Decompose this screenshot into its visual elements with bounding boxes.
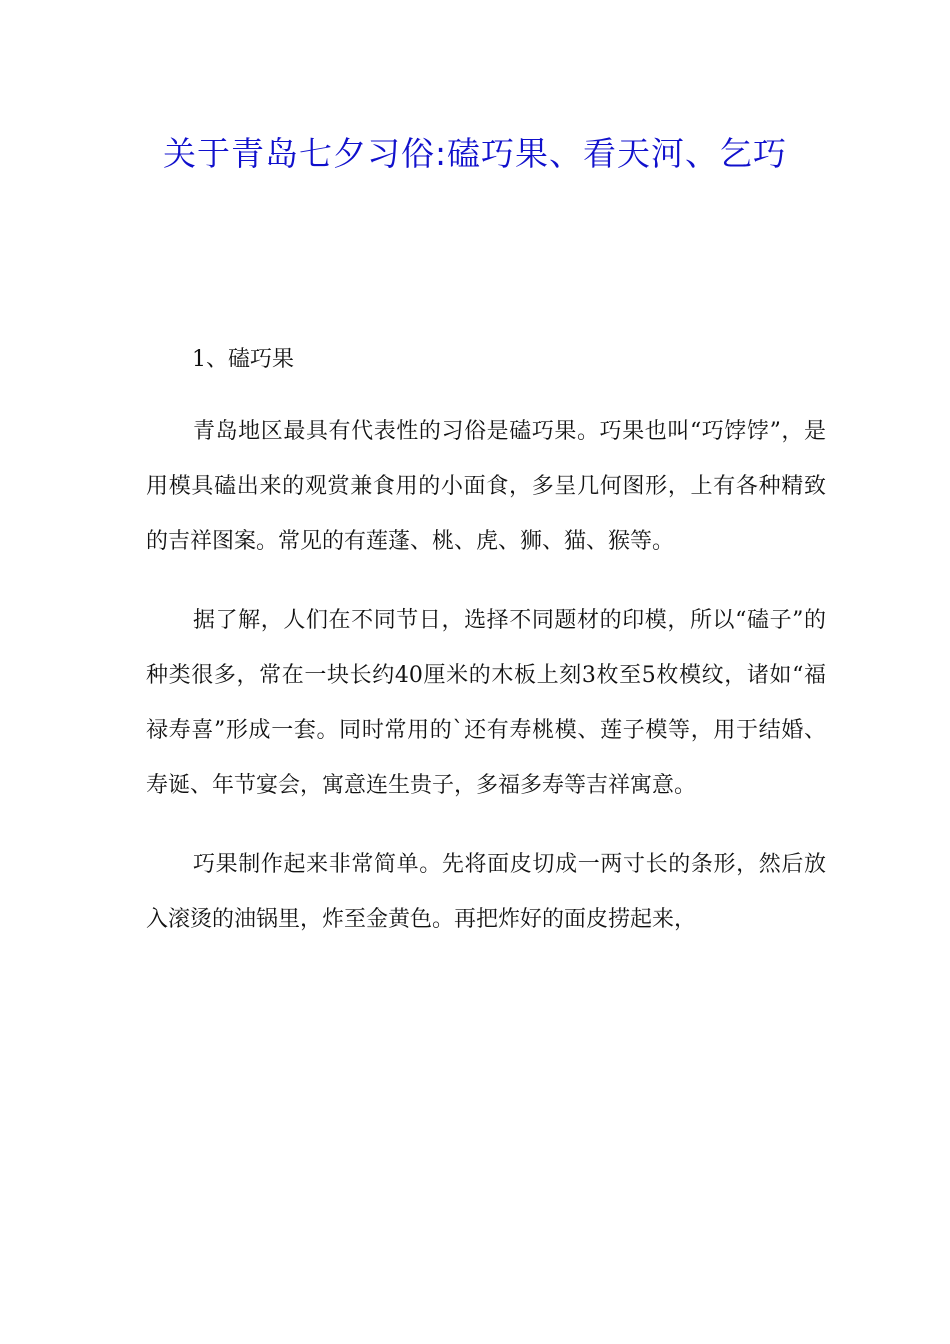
paragraph-3: 巧果制作起来非常简单。先将面皮切成一两寸长的条形，然后放入滚烫的油锅里，炸至金黄色。再把炸好的面皮捞起来，	[146, 852, 826, 932]
document-body	[146, 338, 826, 947]
section-heading: 1、磕巧果	[192, 347, 294, 372]
paragraph-1: 青岛地区最具有代表性的习俗是磕巧果。巧果也叫“巧饽饽”，是用模具磕出来的观赏兼食用的小面食，多呈几何图形，上有各种精致的吉祥图案。常见的有莲蓬、桃、虎、狮、猫、猴等。	[146, 419, 826, 554]
paragraph-2: 据了解，人们在不同节日，选择不同题材的印模，所以“磕子”的种类很多，常在一块长约40厘米的木板上刻3枚至5枚模纹，诸如“福禄寿喜”形成一套。同时常用的`还有寿桃模、莲子模等，用于结婚、寿诞、年节宴会，寓意连生贵子，多福多寿等吉祥寓意。	[146, 608, 826, 798]
document-title: 关于青岛七夕习俗:磕巧果、看天河、乞巧	[162, 134, 788, 173]
